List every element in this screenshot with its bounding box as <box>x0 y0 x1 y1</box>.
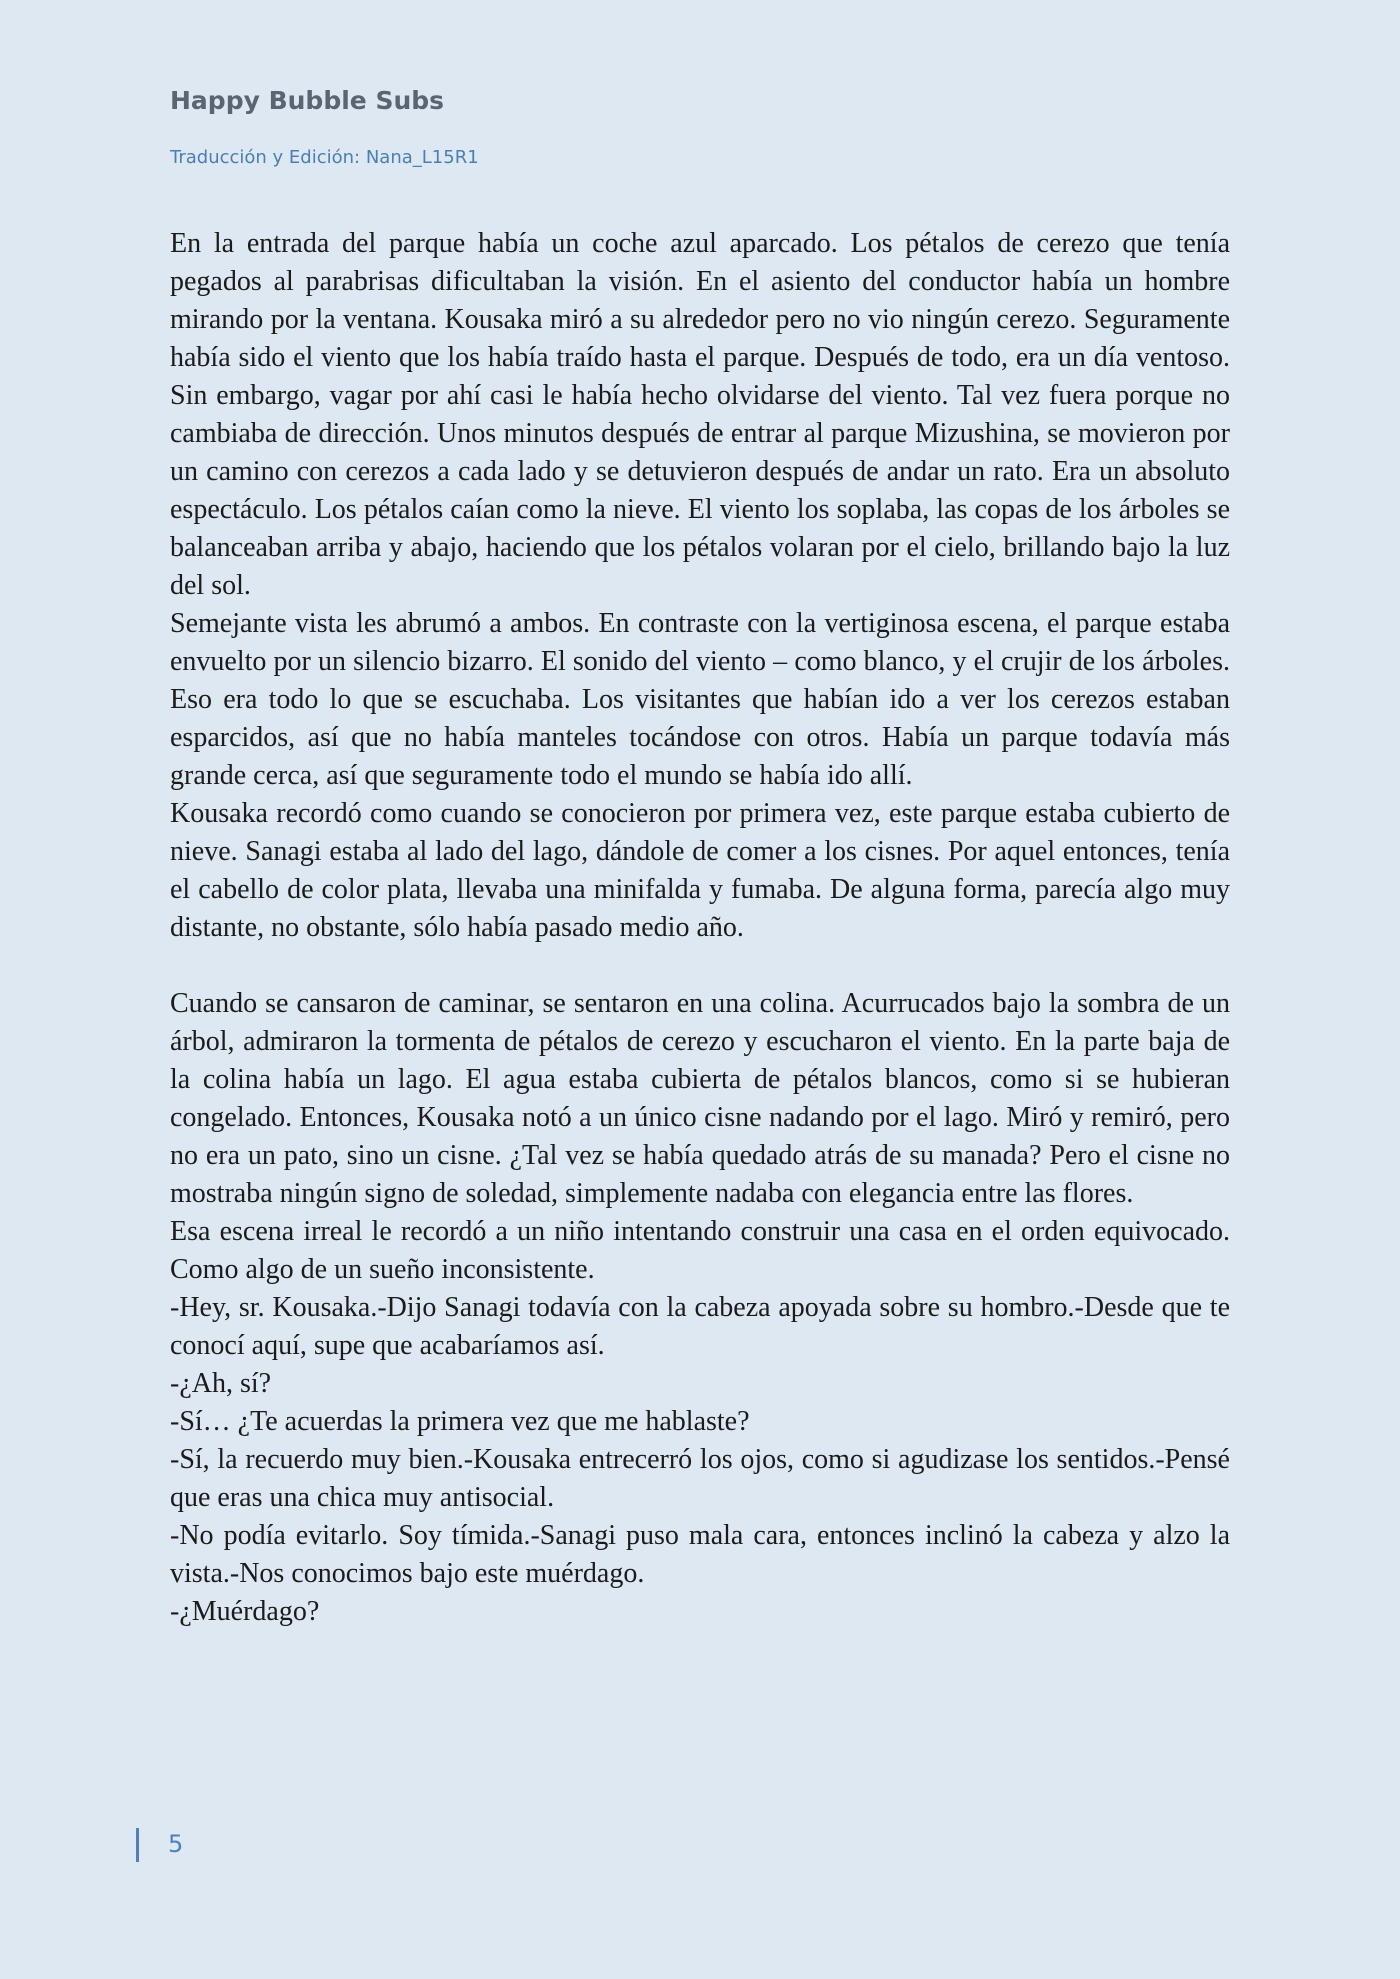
header-subtitle: Traducción y Edición: Nana_L15R1 <box>170 147 479 168</box>
footer-divider <box>136 1828 139 1862</box>
header-title: Happy Bubble Subs <box>170 86 445 115</box>
body-text <box>170 225 1230 1631</box>
dialogue-line: -Sí… ¿Te acuerdas la primera vez que me hablaste? <box>170 1406 750 1437</box>
paragraph-spacer <box>170 947 1230 985</box>
paragraph: Cuando se cansaron de caminar, se sentaron en una colina. Acurrucados bajo la sombra de un árbol, admiraron la tormenta de pétalos de cerezo y escucharon el viento. En la parte baja de la colina había un lago. El agua estaba cubierta de pétalos blancos, como si se hubieran congelado. Entonces, Kousaka notó a un único cisne nadando por el lago. Miró y remiró, pero no era un pato, sino un cisne. ¿Tal vez se había quedado atrás de su manada? Pero el cisne no mostraba ningún signo de soledad, simplemente nadaba con elegancia entre las flores. <box>170 988 1230 1209</box>
paragraph: En la entrada del parque había un coche azul aparcado. Los pétalos de cerezo que tenía pegados al parabrisas dificultaban la visión. En el asiento del conductor había un hombre mirando por la ventana. Kousaka miró a su alrededor pero no vio ningún cerezo. Seguramente había sido el viento que los había traído hasta el parque. Después de todo, era un día ventoso. Sin embargo, vagar por ahí casi le había hecho olvidarse del viento. Tal vez fuera porque no cambiaba de dirección. Unos minutos después de entrar al parque Mizushina, se movieron por un camino con cerezos a cada lado y se detuvieron después de andar un rato. Era un absoluto espectáculo. Los pétalos caían como la nieve. El viento los soplaba, las copas de los árboles se balanceaban arriba y abajo, haciendo que los pétalos volaran por el cielo, brillando bajo la luz del sol. <box>170 228 1230 601</box>
dialogue-line: -No podía evitarlo. Soy tímida.-Sanagi puso mala cara, entonces inclinó la cabeza y alzo la vista.-Nos conocimos bajo este muérdago. <box>170 1520 1230 1589</box>
dialogue-line: -Hey, sr. Kousaka.-Dijo Sanagi todavía con la cabeza apoyada sobre su hombro.-Desde que te conocí aquí, supe que acabaríamos así. <box>170 1292 1230 1361</box>
paragraph: Kousaka recordó como cuando se conocieron por primera vez, este parque estaba cubierto de nieve. Sanagi estaba al lado del lago, dándole de comer a los cisnes. Por aquel entonces, tenía el cabello de color plata, llevaba una minifalda y fumaba. De alguna forma, parecía algo muy distante, no obstante, sólo había pasado medio año. <box>170 798 1230 943</box>
dialogue-line: -¿Muérdago? <box>170 1596 320 1627</box>
page-number: 5 <box>168 1830 184 1858</box>
dialogue-line: -Sí, la recuerdo muy bien.-Kousaka entrecerró los ojos, como si agudizase los sentidos.-Pensé que eras una chica muy antisocial. <box>170 1444 1230 1513</box>
paragraph: Semejante vista les abrumó a ambos. En contraste con la vertiginosa escena, el parque estaba envuelto por un silencio bizarro. El sonido del viento – como blanco, y el crujir de los árboles. Eso era todo lo que se escuchaba. Los visitantes que habían ido a ver los cerezos estaban esparcidos, así que no había manteles tocándose con otros. Había un parque todavía más grande cerca, así que seguramente todo el mundo se había ido allí. <box>170 608 1230 791</box>
paragraph: Esa escena irreal le recordó a un niño intentando construir una casa en el orden equivocado. Como algo de un sueño inconsistente. <box>170 1216 1230 1285</box>
dialogue-line: -¿Ah, sí? <box>170 1368 272 1399</box>
